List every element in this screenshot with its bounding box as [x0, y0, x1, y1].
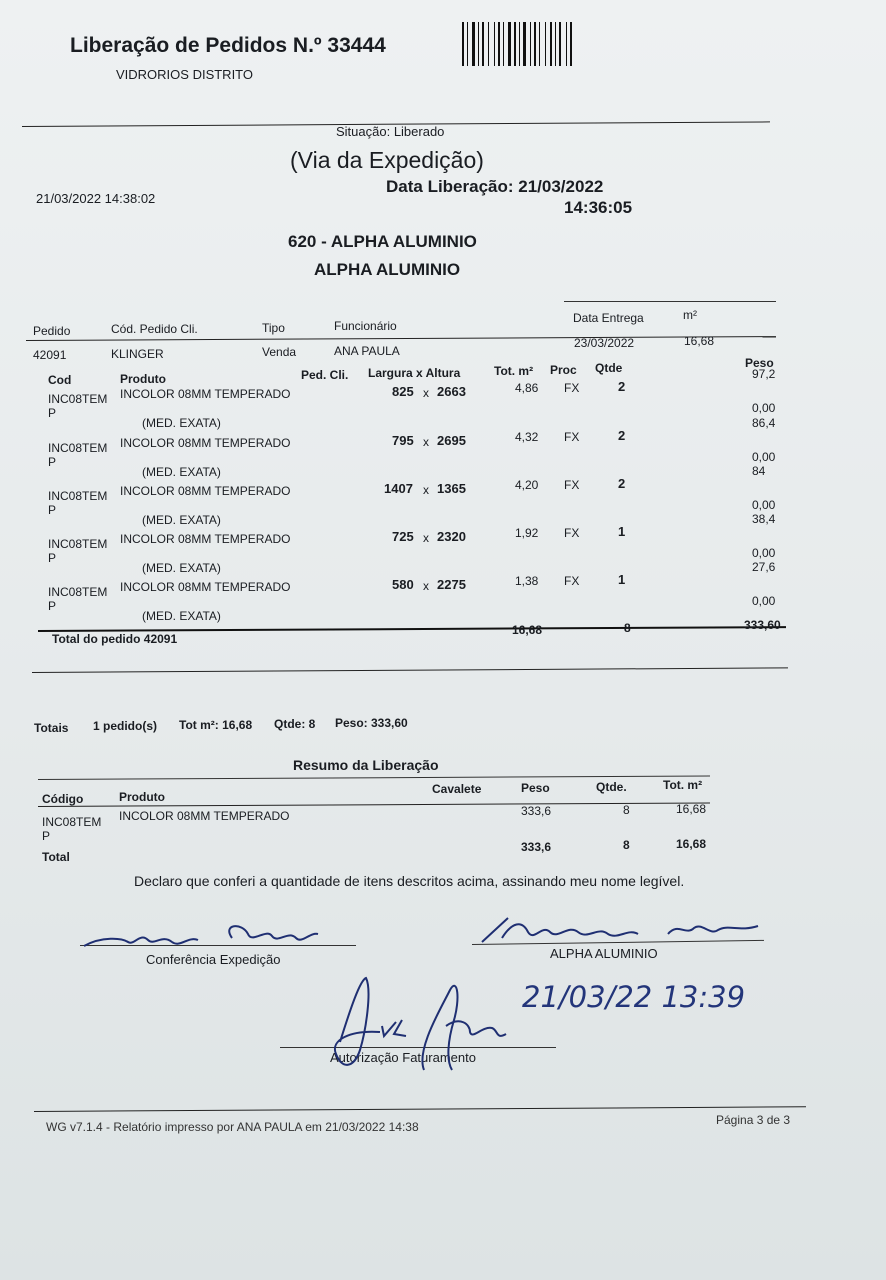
item-peso: 38,4	[752, 512, 776, 526]
data-liberacao: Data Liberação: 21/03/2022	[386, 177, 604, 196]
resumo-col-qtde: Qtde.	[596, 780, 627, 794]
resumo-total-label: Total	[42, 850, 70, 864]
declaration-text: Declaro que conferi a quantidade de itens descritos acima, assinando meu nome legível.	[134, 873, 685, 889]
item-x: x	[423, 483, 429, 497]
autorizacao-signature-icon	[320, 970, 520, 1088]
item-col-peso: Peso	[745, 356, 774, 370]
item-cod-suffix: P	[48, 455, 57, 469]
item-cod-suffix: P	[48, 503, 57, 517]
order-funcionario: ANA PAULA	[334, 344, 400, 358]
print-datetime: 21/03/2022 14:38:02	[36, 191, 156, 206]
item-produto: INCOLOR 08MM TEMPERADO	[120, 532, 291, 546]
item-produto: INCOLOR 08MM TEMPERADO	[120, 484, 291, 498]
item-peso: 86,4	[752, 416, 776, 430]
item-col-proc: Proc	[550, 363, 577, 377]
item-peso-2: 0,00	[752, 498, 776, 512]
item-cod-suffix: P	[48, 551, 57, 565]
item-qtde: 2	[618, 379, 626, 394]
totais-label: Totais	[34, 721, 69, 735]
item-altura: 2320	[437, 529, 466, 544]
company-name: VIDRORIOS DISTRITO	[116, 67, 253, 82]
item-tot-m2: 1,38	[515, 574, 539, 588]
barcode-icon	[462, 22, 594, 66]
item-peso-2: 0,00	[752, 401, 776, 415]
col-m2: m²	[683, 308, 697, 322]
totais-m2: Tot m²: 16,68	[179, 718, 253, 732]
item-x: x	[423, 579, 429, 593]
item-largura: 1407	[384, 481, 413, 496]
item-cod: INC08TEM	[48, 489, 108, 503]
item-proc: FX	[564, 478, 580, 492]
item-altura: 1365	[437, 481, 466, 496]
item-cod: INC08TEM	[48, 441, 108, 455]
item-col-cod: Cod	[48, 373, 72, 387]
item-peso-2: 0,00	[752, 594, 776, 608]
item-qtde: 1	[618, 524, 626, 539]
resumo-row-tot-m2: 16,68	[676, 802, 707, 816]
item-col-ped-cli: Ped. Cli.	[301, 368, 349, 382]
item-cod: INC08TEM	[48, 392, 108, 406]
item-peso: 97,2	[752, 367, 776, 381]
resumo-total-peso: 333,6	[521, 840, 552, 854]
col-pedido: Pedido	[33, 324, 71, 338]
item-x: x	[423, 435, 429, 449]
item-peso: 84	[752, 464, 766, 478]
item-cod: INC08TEM	[48, 585, 108, 599]
conferencia-label: Conferência Expedição	[146, 952, 281, 967]
item-qtde: 2	[618, 428, 626, 443]
footer-left: WG v7.1.4 - Relatório impresso por ANA PAULA em 21/03/2022 14:38	[46, 1120, 419, 1134]
resumo-row-produto: INCOLOR 08MM TEMPERADO	[119, 809, 290, 823]
item-produto: INCOLOR 08MM TEMPERADO	[120, 436, 291, 450]
order-total-qtde: 8	[624, 621, 631, 635]
item-col-qtde: Qtde	[595, 361, 623, 375]
item-produto: INCOLOR 08MM TEMPERADO	[120, 580, 291, 594]
totais-peso: Peso: 333,60	[335, 716, 408, 730]
item-obs: (MED. EXATA)	[142, 609, 221, 623]
item-peso-2: 0,00	[752, 450, 776, 464]
conferencia-signature-icon	[82, 918, 322, 952]
item-qtde: 2	[618, 476, 626, 491]
order-data-entrega: 23/03/2022	[574, 336, 635, 350]
order-tipo: Venda	[262, 345, 297, 359]
item-produto: INCOLOR 08MM TEMPERADO	[120, 387, 291, 401]
item-obs: (MED. EXATA)	[142, 416, 221, 430]
footer-right: Página 3 de 3	[716, 1113, 791, 1127]
situacao-text: Situação: Liberado	[336, 124, 445, 139]
resumo-col-produto: Produto	[119, 790, 165, 804]
order-header-rule	[26, 336, 776, 341]
item-proc: FX	[564, 574, 580, 588]
footer-rule	[34, 1106, 806, 1112]
col-funcionario: Funcionário	[334, 319, 397, 333]
resumo-col-tot-m2: Tot. m²	[663, 778, 703, 792]
col-cod-pedido-cli: Cód. Pedido Cli.	[111, 322, 198, 336]
order-cod-cli: KLINGER	[111, 347, 164, 361]
item-qtde: 1	[618, 572, 626, 587]
order-pedido: 42091	[33, 348, 67, 362]
col-data-entrega: Data Entrega	[573, 311, 644, 325]
via-text: (Via da Expedição)	[290, 147, 484, 173]
resumo-col-peso: Peso	[521, 781, 550, 795]
item-col-produto: Produto	[120, 372, 166, 386]
item-largura: 795	[392, 433, 414, 448]
item-proc: FX	[564, 381, 580, 395]
item-x: x	[423, 386, 429, 400]
client-line-2: ALPHA ALUMINIO	[314, 260, 461, 279]
order-top-rule	[564, 301, 776, 302]
handwritten-date: 21/03/22 13:39	[522, 980, 746, 1014]
item-peso-2: 0,00	[752, 546, 776, 560]
item-x: x	[423, 531, 429, 545]
item-altura: 2275	[437, 577, 466, 592]
col-tipo: Tipo	[262, 321, 285, 335]
item-obs: (MED. EXATA)	[142, 561, 221, 575]
item-altura: 2695	[437, 433, 466, 448]
item-peso: 27,6	[752, 560, 776, 574]
resumo-col-codigo: Código	[42, 792, 84, 806]
item-obs: (MED. EXATA)	[142, 513, 221, 527]
resumo-col-cavalete: Cavalete	[432, 782, 482, 796]
resumo-row-peso: 333,6	[521, 804, 552, 818]
totais-pedidos: 1 pedido(s)	[93, 719, 158, 733]
order-bottom-rule	[32, 667, 788, 673]
item-col-larg-alt: Largura x Altura	[368, 366, 461, 380]
order-total-m2: 16,68	[512, 623, 543, 637]
item-altura: 2663	[437, 384, 466, 399]
item-proc: FX	[564, 430, 580, 444]
item-cod-suffix: P	[48, 599, 57, 613]
resumo-total-qtde: 8	[623, 838, 630, 852]
alpha-signature-icon	[478, 912, 762, 946]
client-line-1: 620 - ALPHA ALUMINIO	[288, 232, 477, 251]
totais-qtde: Qtde: 8	[274, 717, 316, 731]
document-title: Liberação de Pedidos N.º 33444	[70, 34, 386, 57]
item-tot-m2: 4,20	[515, 478, 539, 492]
item-cod: INC08TEM	[48, 537, 108, 551]
resumo-row-cod: INC08TEM	[42, 815, 102, 829]
item-proc: FX	[564, 526, 580, 540]
item-tot-m2: 4,86	[515, 381, 539, 395]
item-tot-m2: 4,32	[515, 430, 539, 444]
item-col-tot-m2: Tot. m²	[494, 364, 534, 378]
alpha-label: ALPHA ALUMINIO	[550, 946, 658, 961]
order-m2: 16,68	[684, 334, 715, 348]
order-total-label: Total do pedido 42091	[52, 632, 178, 646]
order-total-peso: 333,60	[744, 618, 781, 632]
autorizacao-label: Autorização Faturamento	[330, 1050, 476, 1065]
data-liberacao-time: 14:36:05	[564, 198, 633, 217]
item-largura: 825	[392, 384, 414, 399]
item-largura: 725	[392, 529, 414, 544]
resumo-title: Resumo da Liberação	[293, 757, 439, 773]
item-tot-m2: 1,92	[515, 526, 539, 540]
item-largura: 580	[392, 577, 414, 592]
resumo-row-cod-suffix: P	[42, 829, 51, 843]
item-cod-suffix: P	[48, 406, 57, 420]
resumo-row-qtde: 8	[623, 803, 630, 817]
item-obs: (MED. EXATA)	[142, 465, 221, 479]
resumo-total-tot-m2: 16,68	[676, 837, 707, 851]
